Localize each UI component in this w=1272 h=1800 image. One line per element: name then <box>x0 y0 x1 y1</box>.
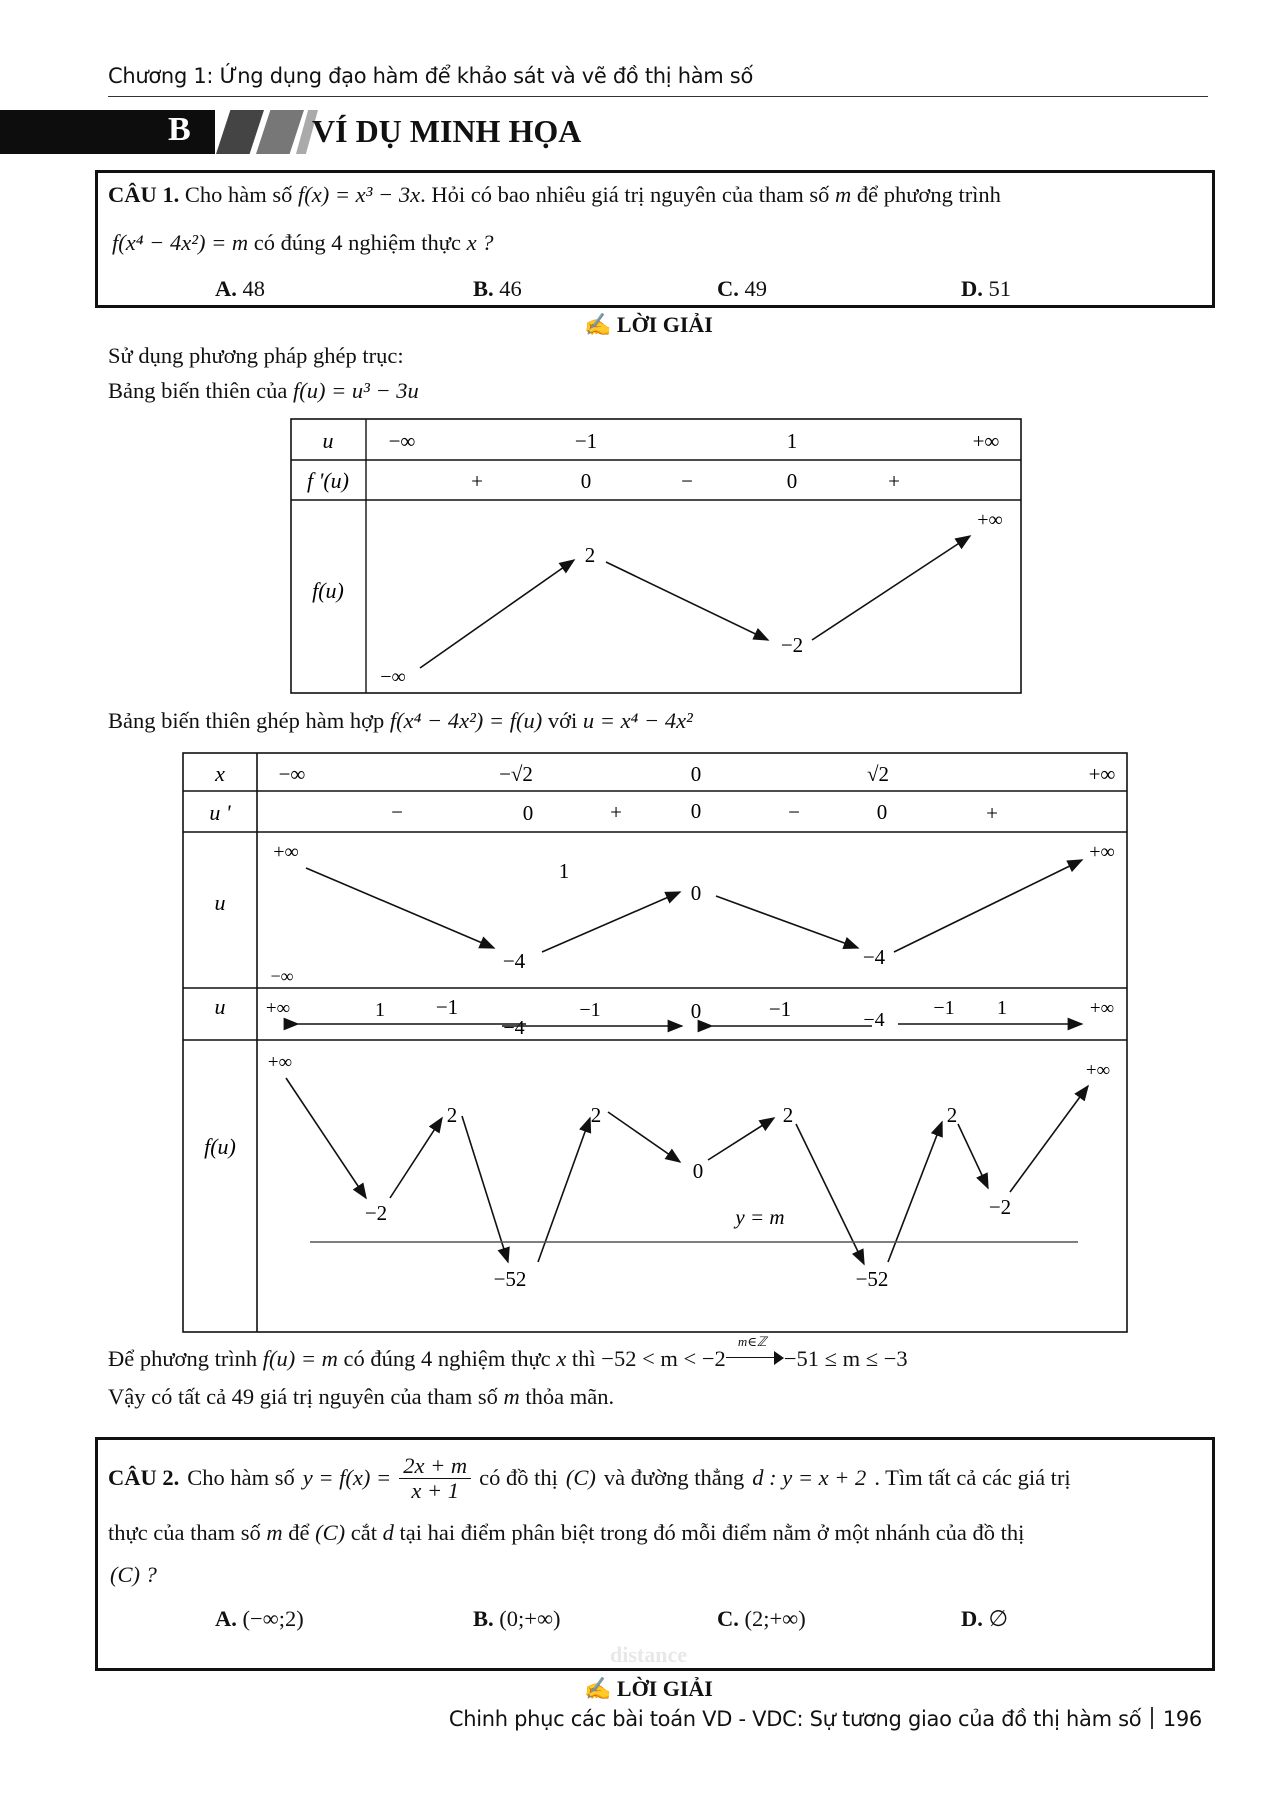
fu-value: −2 <box>364 1201 388 1225</box>
solution-intro: Sử dụng phương pháp ghép trục: <box>108 343 404 368</box>
sign: − <box>681 469 693 493</box>
trend-arrow <box>716 896 858 948</box>
text: tại hai điểm phân biệt trong đó mỗi điểm nằm ở một nhánh của đồ thị <box>399 1520 1025 1545</box>
solution-heading: ✍ LỜI GIẢI <box>584 312 713 337</box>
math-var: m <box>266 1520 283 1545</box>
sign: + <box>610 800 622 824</box>
fraction <box>399 1454 471 1503</box>
x-value: −√2 <box>499 762 533 786</box>
u-value: −4 <box>862 945 886 969</box>
solution-heading: ✍ LỜI GIẢI <box>584 1676 713 1701</box>
table-1-caption <box>108 378 419 404</box>
table-2-caption <box>108 708 693 734</box>
math-expr: f(x⁴ − 4x²) = m <box>112 230 249 255</box>
u-value: +∞ <box>972 429 1000 453</box>
sign: 0 <box>580 469 592 493</box>
answer-value: 48 <box>242 276 265 301</box>
u-value: −1 <box>574 429 598 453</box>
arrow-head <box>774 1351 784 1365</box>
sign: + <box>471 469 483 493</box>
x-value: 0 <box>690 762 702 786</box>
u-value: +∞ <box>1089 998 1115 1019</box>
text: thực của tham số <box>108 1520 261 1545</box>
answer-key: A. <box>215 1606 237 1631</box>
page-number: 196 <box>1162 1707 1202 1731</box>
trend-arrow <box>958 1124 988 1188</box>
math-var: x <box>556 1346 567 1371</box>
u-value: −4 <box>503 1017 525 1039</box>
question-2-line2 <box>108 1520 1024 1546</box>
row-label-u: u <box>322 428 334 453</box>
variation-table-1 <box>290 418 1022 694</box>
f-value: 2 <box>584 543 596 567</box>
math-expr: f(x⁴ − 4x²) = f(u) <box>389 708 543 733</box>
row-label-derivative: f '(u) <box>307 468 349 493</box>
page-footer <box>449 1707 1202 1731</box>
fu-value: 0 <box>692 1159 704 1183</box>
u-value: −1 <box>579 999 601 1021</box>
footer-topic: Sự tương giao của đồ thị hàm số <box>809 1707 1142 1731</box>
u-value: +∞ <box>273 841 299 863</box>
u-extra-value: −∞ <box>270 966 294 986</box>
text: thỏa mãn. <box>525 1384 615 1409</box>
final-line <box>108 1384 614 1410</box>
implication-arrow <box>726 1334 784 1368</box>
footer-divider <box>1151 1707 1153 1729</box>
text: Bảng biến thiên ghép hàm hợp <box>108 708 385 733</box>
answer-value: (2;+∞) <box>744 1606 806 1631</box>
math-var: (C) <box>315 1520 346 1545</box>
trend-arrow <box>796 1124 864 1264</box>
answer-a <box>215 1606 304 1632</box>
x-value: −∞ <box>278 762 306 786</box>
sign: + <box>888 469 900 493</box>
math-var: (C) <box>565 1465 596 1490</box>
x-value: √2 <box>866 762 890 786</box>
math-expr: −51 ≤ m ≤ −3 <box>783 1346 908 1371</box>
answer-key: C. <box>717 1606 739 1631</box>
u-value: 1 <box>997 997 1007 1019</box>
answer-a <box>215 276 265 302</box>
line-label: y = m <box>735 1205 785 1229</box>
trend-arrow <box>462 1116 508 1262</box>
u-value: −1 <box>768 997 792 1021</box>
answer-key: A. <box>215 276 237 301</box>
banner-stripe <box>216 110 264 154</box>
row-label-fu: f(u) <box>312 578 344 603</box>
math-var: m <box>503 1384 520 1409</box>
fu-value: 2 <box>946 1103 958 1127</box>
question-1-line1 <box>108 182 1001 208</box>
trend-arrow <box>542 892 680 952</box>
answer-value: 51 <box>988 276 1011 301</box>
trend-arrow-up <box>812 536 970 640</box>
header-divider <box>108 96 1208 97</box>
trend-arrow <box>538 1118 590 1262</box>
sign: 0 <box>690 799 702 823</box>
sign: 0 <box>876 800 888 824</box>
trend-arrow <box>286 1078 366 1198</box>
text: để phương trình <box>856 182 1001 207</box>
math-expr: f(x) = x³ − 3x <box>298 182 421 207</box>
row-label-u-prime: u ' <box>209 800 231 825</box>
answer-d <box>961 276 1011 302</box>
u-value: +∞ <box>1089 841 1115 863</box>
section-letter: B <box>168 111 191 148</box>
fu-value: −2 <box>988 1195 1012 1219</box>
text: và đường thẳng <box>603 1465 745 1490</box>
x-value: +∞ <box>1088 762 1116 786</box>
fraction-denominator: x + 1 <box>411 1477 460 1503</box>
text: Cho hàm số <box>184 182 293 207</box>
row-label-u: u <box>214 994 226 1019</box>
question-1-line2 <box>112 230 493 256</box>
trend-arrow-up <box>420 560 574 668</box>
fu-value: +∞ <box>1085 1060 1111 1081</box>
answer-key: B. <box>473 276 494 301</box>
answer-value: (−∞;2) <box>242 1606 304 1631</box>
fu-value: 2 <box>782 1103 794 1127</box>
question-label: CÂU 2. <box>108 1465 180 1490</box>
arrow-shaft <box>726 1357 776 1358</box>
row-label-x: x <box>215 761 225 786</box>
answer-value: 46 <box>499 276 522 301</box>
u-value: 0 <box>690 999 702 1023</box>
answer-c <box>717 276 767 302</box>
sign: − <box>788 800 800 824</box>
f-value: +∞ <box>977 509 1003 531</box>
u-value: −4 <box>863 1009 885 1031</box>
trend-arrow <box>306 868 494 948</box>
text: có đồ thị <box>479 1465 558 1490</box>
answer-value: 49 <box>744 276 767 301</box>
row-label-u: u <box>214 890 226 915</box>
question-2-line3: (C) ? <box>110 1562 157 1587</box>
conclusion-line <box>108 1334 908 1372</box>
trend-arrow <box>888 1122 942 1262</box>
math-var: m <box>834 182 852 207</box>
fu-value: −52 <box>855 1267 889 1291</box>
chapter-label: Chương 1 <box>108 64 207 88</box>
f-value: −2 <box>780 633 804 657</box>
answer-key: B. <box>473 1606 494 1631</box>
trend-arrow-down <box>606 562 768 640</box>
trend-arrow <box>608 1112 680 1162</box>
variation-table-2 <box>182 752 1128 1334</box>
question-label: CÂU 1. <box>108 182 180 207</box>
text: Vậy có tất cả 49 giá trị nguyên của tham số <box>108 1384 498 1409</box>
answer-d <box>961 1606 1008 1632</box>
text: có đúng 4 nghiệm thực <box>253 230 461 255</box>
math-expr: f(u) = m <box>262 1346 338 1371</box>
text: để <box>288 1520 310 1545</box>
answer-b <box>473 276 522 302</box>
sign: + <box>986 801 998 825</box>
trend-arrow <box>1010 1086 1088 1192</box>
sign: 0 <box>786 469 798 493</box>
math-expr: u = x⁴ − 4x² <box>582 708 693 733</box>
text: Cho hàm số <box>187 1465 295 1490</box>
u-extra-value: 1 <box>558 859 570 883</box>
math-var: d <box>382 1520 394 1545</box>
text: Bảng biến thiên của <box>108 378 288 403</box>
text: có đúng 4 nghiệm thực <box>343 1346 551 1371</box>
watermark: distance <box>610 1642 687 1667</box>
text: cắt <box>350 1520 378 1545</box>
math-expr: d : y = x + 2 <box>752 1465 867 1490</box>
chapter-title: Ứng dụng đạo hàm để khảo sát và vẽ đồ thị hàm số <box>219 64 753 88</box>
banner-stripe <box>256 110 304 154</box>
math-var: x ? <box>466 230 494 255</box>
table-frame <box>183 753 1127 1332</box>
arrow-label: m∈ℤ <box>737 1334 767 1349</box>
chapter-header: Chương 1: Ứng dụng đạo hàm để khảo sát và vẽ đồ thị hàm số <box>108 64 753 88</box>
answer-value: (0;+∞) <box>499 1606 561 1631</box>
section-title: VÍ DỤ MINH HỌA <box>312 113 582 149</box>
fu-value: 2 <box>590 1103 602 1127</box>
row-label-fu: f(u) <box>204 1134 236 1159</box>
u-value: 1 <box>786 429 798 453</box>
fu-value: 2 <box>446 1103 458 1127</box>
fu-value: +∞ <box>267 1052 293 1073</box>
u-value: 1 <box>375 999 385 1021</box>
answer-b <box>473 1606 560 1632</box>
answer-c <box>717 1606 806 1632</box>
trend-arrow <box>708 1118 774 1160</box>
u-value: −4 <box>502 949 526 973</box>
u-value: +∞ <box>265 998 291 1019</box>
answer-key: C. <box>717 276 739 301</box>
f-value: −∞ <box>380 666 406 688</box>
u-value: −1 <box>933 997 955 1019</box>
answer-key: D. <box>961 1606 983 1631</box>
fu-value: −52 <box>493 1267 527 1291</box>
text: . Tìm tất cả các giá trị <box>874 1465 1071 1490</box>
text: . Hỏi có bao nhiêu giá trị nguyên của tham số <box>420 182 830 207</box>
u-value: 0 <box>690 881 702 905</box>
sign: − <box>391 800 403 824</box>
answer-key: D. <box>961 276 983 301</box>
answer-value: ∅ <box>988 1606 1009 1631</box>
text: Để phương trình <box>108 1346 258 1371</box>
footer-book: Chinh phục các bài toán VD - VDC: <box>448 1707 804 1731</box>
math-expr: y = f(x) = <box>302 1465 392 1490</box>
math-expr: thì −52 < m < −2 <box>571 1346 726 1371</box>
trend-arrow <box>894 860 1082 952</box>
fraction-numerator: 2x + m <box>399 1454 471 1479</box>
trend-arrow <box>390 1118 442 1198</box>
math-expr: f(u) = u³ − 3u <box>292 378 419 403</box>
sign: 0 <box>522 801 534 825</box>
text: với <box>547 708 578 733</box>
u-value: −1 <box>435 995 459 1019</box>
u-value: −∞ <box>388 429 416 453</box>
question-2-line1 <box>108 1450 1071 1506</box>
